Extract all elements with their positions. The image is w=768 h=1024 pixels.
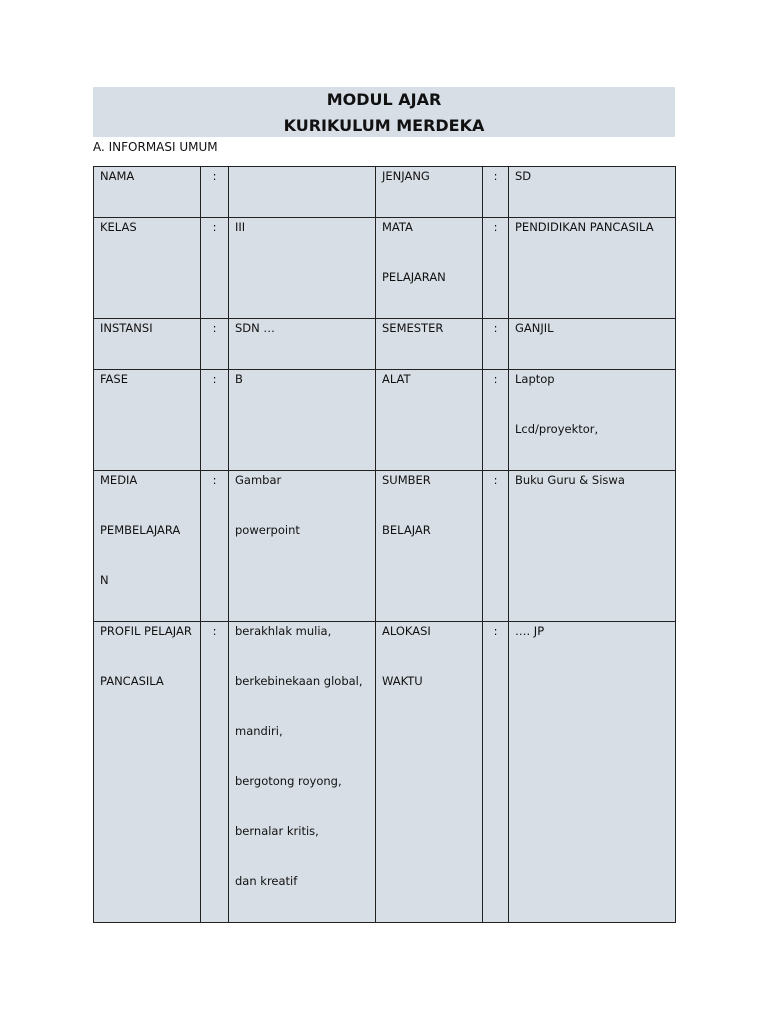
cell-text-line: mandiri, [235,724,283,738]
label-cell [94,370,201,471]
cell-text-line: PENDIDIKAN PANCASILA [515,220,654,234]
cell-text-line: bergotong royong, [235,774,342,788]
table-row [94,622,676,923]
value-cell [509,319,676,370]
value-cell [509,622,676,923]
document-title [93,87,675,137]
table-row [94,370,676,471]
label-cell [376,218,483,319]
cell-text-line: Gambar [235,473,282,487]
cell-text-line: dan kreatif [235,874,298,888]
label-cell [94,167,201,218]
cell-text-line: ALOKASI [382,624,431,638]
separator-colon: : [212,624,217,638]
table-row [94,319,676,370]
title-line-2: KURIKULUM MERDEKA [283,116,485,135]
separator-colon: : [212,169,217,183]
separator-colon: : [493,220,498,234]
separator-cell [483,471,509,622]
cell-text-line: PROFIL PELAJAR [100,624,192,638]
value-cell [509,167,676,218]
separator-cell [483,622,509,923]
cell-text-line: Buku Guru & Siswa [515,473,625,487]
cell-text-line: PANCASILA [100,674,164,688]
cell-text-line: SUMBER [382,473,431,487]
cell-text-line: III [235,220,246,234]
table-row [94,167,676,218]
separator-cell [201,319,229,370]
cell-text-line: JENJANG [382,169,430,183]
separator-cell [201,370,229,471]
separator-cell [483,319,509,370]
separator-colon: : [212,220,217,234]
cell-text-line: SDN … [235,321,275,335]
label-cell [376,471,483,622]
value-cell [229,622,376,923]
separator-cell [483,167,509,218]
separator-cell [483,370,509,471]
cell-text-line: FASE [100,372,128,386]
table-row [94,218,676,319]
cell-text-line: INSTANSI [100,321,153,335]
label-cell [94,218,201,319]
cell-text-line: PELAJARAN [382,270,446,284]
cell-text-line: SD [515,169,532,183]
value-cell [229,370,376,471]
value-cell [509,218,676,319]
cell-text-line: Lcd/proyektor, [515,422,599,436]
separator-colon: : [493,624,498,638]
table-row [94,471,676,622]
value-cell [229,218,376,319]
cell-text-line: KELAS [100,220,137,234]
value-cell [509,471,676,622]
cell-text-line: PEMBELAJARA [100,523,181,537]
cell-text-line: powerpoint [235,523,300,537]
cell-text-line: SEMESTER [382,321,444,335]
separator-colon: : [212,372,217,386]
separator-colon: : [212,321,217,335]
cell-text-line [235,167,369,217]
separator-cell [483,218,509,319]
label-cell [94,622,201,923]
label-cell [376,622,483,923]
cell-text-line: berkebinekaan global, [235,674,363,688]
cell-text-line: ALAT [382,372,411,386]
separator-cell [201,167,229,218]
separator-cell [201,471,229,622]
cell-text-line: BELAJAR [382,523,431,537]
value-cell [509,370,676,471]
value-cell [229,471,376,622]
cell-text-line: …. JP [515,624,545,638]
cell-text-line: MEDIA [100,473,138,487]
cell-text-line: GANJIL [515,321,554,335]
cell-text-line: Laptop [515,372,555,386]
separator-colon: : [493,372,498,386]
label-cell [376,370,483,471]
info-table [93,166,676,923]
cell-text-line: bernalar kritis, [235,824,319,838]
label-cell [376,167,483,218]
label-cell [376,319,483,370]
title-line-1: MODUL AJAR [326,90,442,109]
section-heading: A. INFORMASI UMUM [93,140,218,154]
separator-colon: : [493,473,498,487]
cell-text-line: WAKTU [382,674,423,688]
cell-text-line: B [235,372,243,386]
value-cell [229,319,376,370]
label-cell [94,471,201,622]
cell-text-line: N [100,573,109,587]
value-cell [229,167,376,218]
separator-cell [201,622,229,923]
info-table-body [94,167,676,923]
cell-text-line: berakhlak mulia, [235,624,332,638]
separator-cell [201,218,229,319]
cell-text-line: MATA [382,220,413,234]
separator-colon: : [493,321,498,335]
cell-text-line: NAMA [100,169,135,183]
separator-colon: : [493,169,498,183]
label-cell [94,319,201,370]
separator-colon: : [212,473,217,487]
